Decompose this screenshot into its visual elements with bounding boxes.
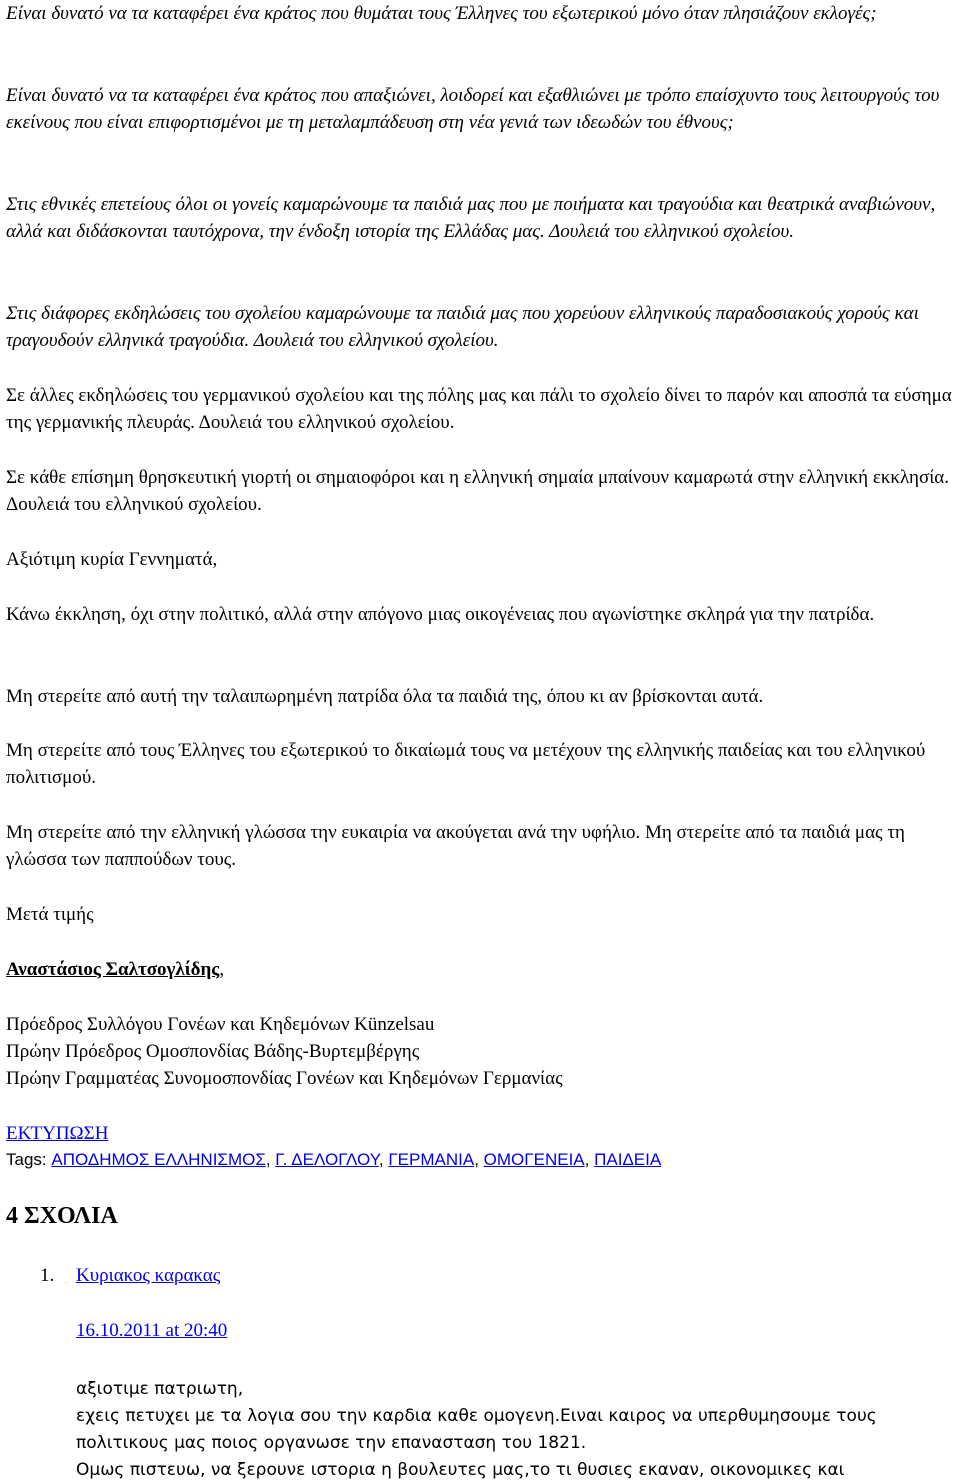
print-link[interactable]: ΕΚΤΥΠΩΣΗ bbox=[6, 1123, 109, 1144]
signature-name: Αναστάσιος Σαλτσογλίδης bbox=[6, 959, 220, 980]
article-paragraph: Μη στερείτε από αυτή την ταλαιπωρημένη πατρίδα όλα τα παιδιά της, όπου κι αν βρίσκονται αυτά. bbox=[6, 686, 764, 707]
signature-title: Πρώην Γραμματέας Συνομοσπονδίας Γονέων και Κηδεμόνων Γερμανίας bbox=[6, 1068, 563, 1089]
closing: Μετά τιμής bbox=[6, 904, 94, 925]
comments-heading: 4 ΣΧΟΛΙΑ bbox=[6, 1203, 118, 1229]
comment-author-link[interactable]: Κυριακος καρακας bbox=[76, 1265, 221, 1286]
salutation: Αξιότιμη κυρία Γεννηματά, bbox=[6, 549, 218, 570]
article-paragraph bbox=[6, 191, 954, 245]
tag-separator: , bbox=[474, 1150, 484, 1169]
paragraph-tail: Δουλειά του ελληνικού σχολείου. bbox=[198, 412, 455, 433]
article-paragraph: Είναι δυνατό να τα καταφέρει ένα κράτος που θυμάται τους Έλληνες του εξωτερικού μόνο όταν πλησιάζουν εκλογές; bbox=[6, 3, 877, 24]
article-paragraph: Μη στερείτε από την ελληνική γλώσσα την ευκαιρία να ακούγεται ανά την υφήλιο. Μη στερείτε από τα παιδιά μας τη γλώσσα των παππούδων τους. bbox=[6, 822, 905, 870]
paragraph-text: Στις εθνικές επετείους όλοι οι γονείς καμαρώνουμε τα παιδιά μας που με ποιήματα και τραγούδια και θεατρικά αναβιώνουν, αλλά και διδάσκονται ταυτόχρονα, την ένδοξη ιστορία της Ελλάδας μας. bbox=[6, 194, 936, 242]
signature-comma: , bbox=[219, 959, 225, 980]
tag-link[interactable]: ΑΠΟΔΗΜΟΣ ΕΛΛΗΝΙΣΜΟΣ bbox=[51, 1150, 266, 1169]
paragraph-tail: Δουλειά του ελληνικού σχολείου. bbox=[253, 330, 499, 351]
tag-separator: , bbox=[584, 1150, 595, 1169]
tag-separator: , bbox=[378, 1150, 389, 1169]
paragraph-tail: Δουλειά του ελληνικού σχολείου. bbox=[549, 221, 794, 242]
comment-line: εχεις πετυχει με τα λογια σου την καρδια καθε ομογενη.Ειναι καιρος να υπερθυμησουμε τους πολιτικους μας ποιος οργανωσε την επανασταση του 1821. bbox=[76, 1406, 877, 1453]
comment-line: αξιοτιμε πατριωτη, bbox=[76, 1379, 244, 1399]
article-paragraph bbox=[6, 382, 954, 436]
signature bbox=[6, 956, 954, 983]
signature-title: Πρώην Πρόεδρος Ομοσπονδίας Βάδης-Βυρτεμβέργης bbox=[6, 1041, 420, 1062]
article-paragraph: Μη στερείτε από τους Έλληνες του εξωτερικού το δικαίωμά τους να μετέχουν της ελληνικής παιδείας και του ελληνικού πολιτισμού. bbox=[6, 740, 926, 788]
comment-body bbox=[76, 1376, 948, 1484]
tags-bar bbox=[6, 1146, 954, 1173]
article-paragraph bbox=[6, 300, 954, 354]
article-paragraph bbox=[6, 464, 954, 518]
paragraph-tail: Δουλειά του ελληνικού σχολείου. bbox=[6, 494, 262, 515]
tag-link[interactable]: ΓΕΡΜΑΝΙΑ bbox=[388, 1150, 475, 1169]
comment-date-link[interactable]: 16.10.2011 at 20:40 bbox=[76, 1320, 228, 1341]
tag-separator: , bbox=[265, 1150, 276, 1169]
comment-line: Ομως πιστευω, να ξερουνε ιστορια η βουλευτες μας,το τι θυσιες εκαναν, οικονομικες και bbox=[76, 1460, 845, 1480]
article-paragraph: Είναι δυνατό να τα καταφέρει ένα κράτος που απαξιώνει, λοιδορεί και εξαθλιώνει με τρόπο επαίσχυντο τους λειτουργούς του εκείνους που είναι επιφορτισμένοι με τη μεταλαμπάδευση στη νέα γενιά των ιδεωδών του έθνους; bbox=[6, 85, 940, 133]
signature-title: Πρόεδρος Συλλόγου Γονέων και Κηδεμόνων Künzelsau bbox=[6, 1014, 435, 1035]
tags-label: Tags: bbox=[6, 1150, 47, 1169]
paragraph-text: Στις διάφορες εκδηλώσεις του σχολείου καμαρώνουμε τα παιδιά μας που χορεύουν ελληνικούς παραδοσιακούς χορούς και τραγουδούν ελληνικά τραγούδια. bbox=[6, 303, 919, 351]
article-paragraph: Κάνω έκκληση, όχι στην πολιτικό, αλλά στην απόγονο μιας οικογένειας που αγωνίστηκε σκληρά για την πατρίδα. bbox=[6, 604, 875, 625]
tag-link[interactable]: ΟΜΟΓΕΝΕΙΑ bbox=[483, 1150, 585, 1169]
tag-link[interactable]: Γ. ΔΕΛΟΓΛΟΥ bbox=[275, 1150, 379, 1169]
paragraph-text: Σε κάθε επίσημη θρησκευτική γιορτή οι σημαιοφόροι και η ελληνική σημαία μπαίνουν καμαρωτά στην ελληνική εκκλησία. bbox=[6, 467, 950, 488]
paragraph-text: Σε άλλες εκδηλώσεις του γερμανικού σχολείου και της πόλης μας και πάλι το σχολείο δίνει το παρόν και αποσπά τα εύσημα της γερμανικής πλευράς. bbox=[6, 385, 952, 433]
comment-number: 1. bbox=[40, 1265, 55, 1286]
tag-link[interactable]: ΠΑΙΔΕΙΑ bbox=[594, 1150, 662, 1169]
